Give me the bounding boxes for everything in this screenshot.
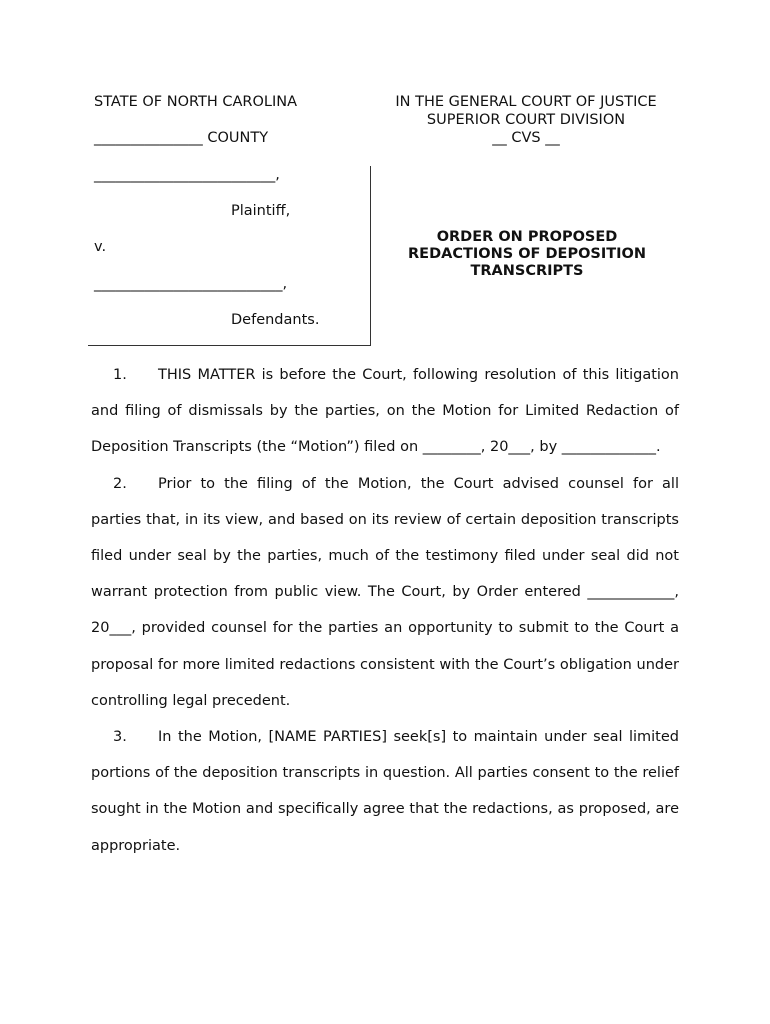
title-line-3: TRANSCRIPTS: [470, 263, 584, 279]
paragraph-3: [91, 719, 679, 864]
defendant-name-blank: __________________________,: [94, 276, 288, 292]
paragraph-number: 2.: [113, 475, 127, 492]
caption-horizontal-divider: [88, 345, 371, 346]
plaintiff-name-blank: _________________________,: [94, 167, 280, 183]
paragraph-text: In the Motion, [NAME PARTIES] seek[s] to maintain under seal limited portions of the deposition transcripts in question. All parties consent to the relief sought in the Motion and specifically agree that the redactions, as proposed, are appropriate.: [91, 729, 679, 854]
title-line-1: ORDER ON PROPOSED: [436, 229, 618, 245]
paragraph-number: 3.: [113, 729, 127, 746]
case-number: __ CVS __: [492, 130, 560, 146]
plaintiff-label: Plaintiff,: [231, 203, 291, 219]
paragraph-text: THIS MATTER is before the Court, following resolution of this litigation and filing of dismissals by the parties, on the Motion for Limited Redaction of Deposition Transcripts (the “Motion”) filed on ________, 20___, by _____________.: [91, 367, 679, 456]
court-name: IN THE GENERAL COURT OF JUSTICE: [395, 94, 657, 110]
court-division: SUPERIOR COURT DIVISION: [426, 112, 626, 128]
paragraph-1: [91, 357, 679, 466]
defendant-label: Defendants.: [231, 312, 320, 328]
county-line: _______________ COUNTY: [94, 130, 269, 146]
document-title: [374, 229, 680, 280]
versus-label: v.: [94, 239, 107, 255]
paragraph-number: 1.: [113, 367, 127, 383]
title-line-2: REDACTIONS OF DEPOSITION: [408, 246, 646, 262]
caption-vertical-divider: [370, 166, 371, 346]
paragraph-text: Prior to the filing of the Motion, the Court advised counsel for all parties that, in its view, and based on its review of certain deposition transcripts filed under seal by the parties, much of the testimony filed under seal did not warrant protection from public view. The Court, by Order entered ____________, 20___, provided counsel for the parties an opportunity to submit to the Court a proposal for more limited redactions consistent with the Court’s obligation under controlling legal precedent.: [91, 475, 679, 709]
paragraph-2: [91, 466, 679, 719]
order-body: [91, 357, 679, 864]
state-name: STATE OF NORTH CAROLINA: [94, 94, 298, 110]
